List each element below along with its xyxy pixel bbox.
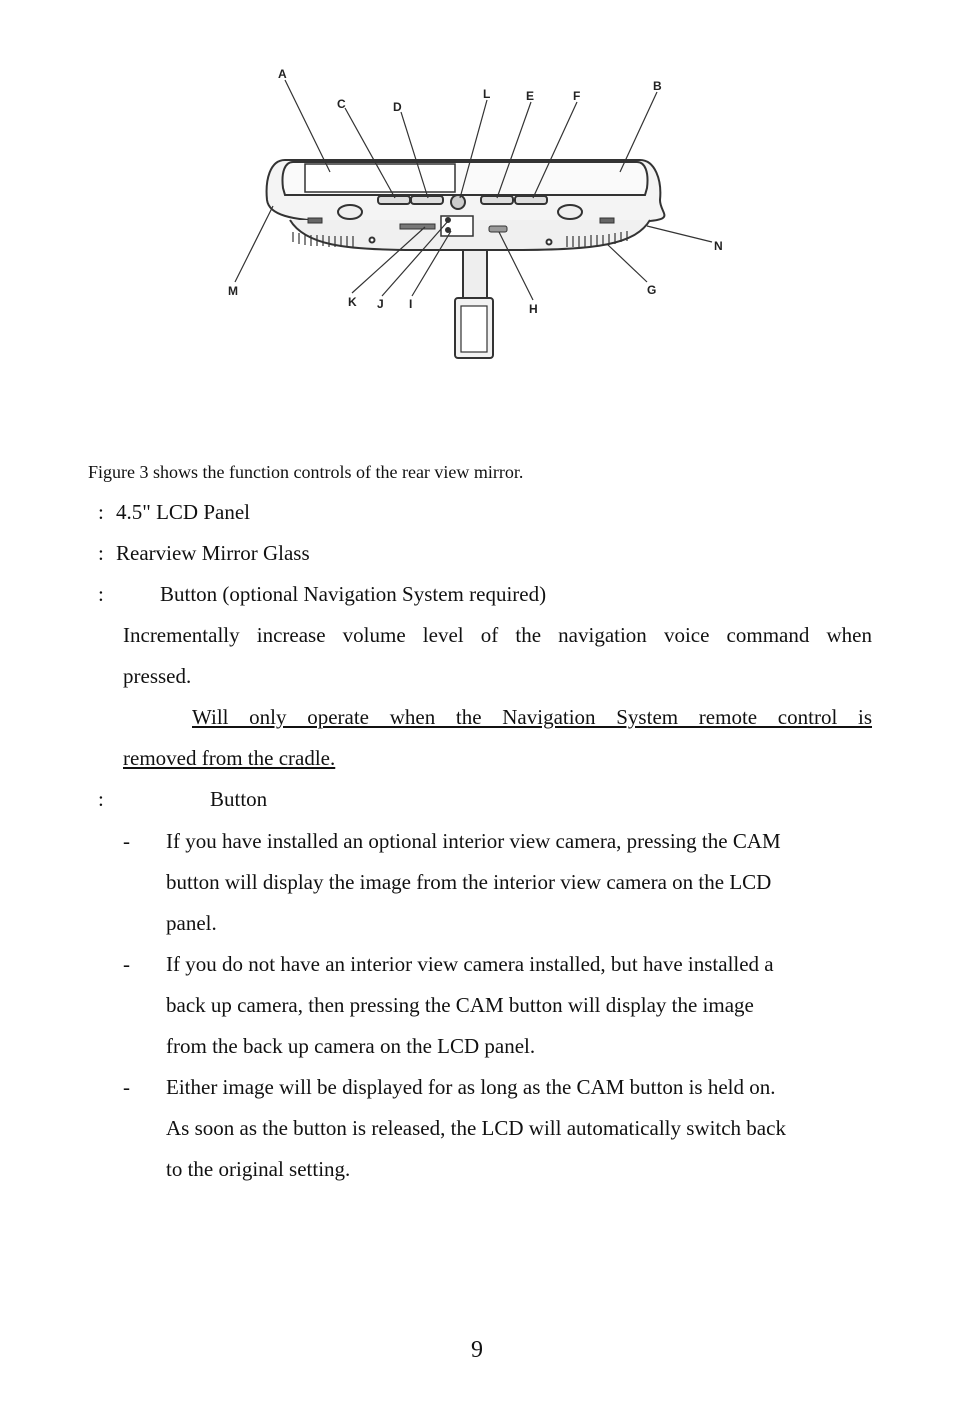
bullet-line: If you do not have an interior view camera installed, but have installed a bbox=[166, 952, 774, 976]
label-j: J bbox=[377, 297, 384, 311]
bullet-line: from the back up camera on the LCD panel. bbox=[166, 1034, 536, 1058]
label-b: B bbox=[653, 79, 662, 93]
item-marker: : bbox=[98, 582, 104, 606]
label-i: I bbox=[409, 297, 413, 311]
bullet-line: panel. bbox=[166, 911, 217, 935]
label-g: G bbox=[647, 283, 657, 297]
label-m: M bbox=[228, 284, 238, 298]
note-line: removed from the cradle. bbox=[123, 746, 336, 770]
item-marker: : bbox=[98, 500, 104, 524]
bullet-line: back up camera, then pressing the CAM button will display the image bbox=[166, 993, 754, 1017]
bullet-line: to the original setting. bbox=[166, 1157, 351, 1181]
note-line: Will only operate when the Navigation System remote control is bbox=[192, 705, 872, 729]
bullet-line: button will display the image from the interior view camera on the LCD bbox=[166, 870, 772, 894]
item-nav-volume-button: Button (optional Navigation System required) bbox=[160, 582, 547, 606]
bullet-dash: - bbox=[123, 952, 130, 976]
mirror-figure bbox=[215, 60, 755, 370]
label-a: A bbox=[278, 67, 287, 81]
bullet-line: If you have installed an optional interior view camera, pressing the CAM bbox=[166, 829, 781, 853]
item-lcd-panel: 4.5" LCD Panel bbox=[116, 500, 250, 524]
figure-caption: Figure 3 shows the function controls of the rear view mirror. bbox=[88, 462, 524, 482]
volume-description-line: Incrementally increase volume level of the navigation voice command when bbox=[123, 623, 872, 647]
label-c: C bbox=[337, 97, 346, 111]
label-n: N bbox=[714, 239, 723, 253]
item-marker: : bbox=[98, 787, 104, 811]
label-d: D bbox=[393, 100, 402, 114]
mirror-diagram bbox=[215, 60, 755, 370]
label-e: E bbox=[526, 89, 535, 103]
item-mirror-glass: Rearview Mirror Glass bbox=[116, 541, 310, 565]
item-cam-button: Button bbox=[210, 787, 268, 811]
bullet-dash: - bbox=[123, 829, 130, 853]
label-l: L bbox=[483, 87, 491, 101]
bullet-dash: - bbox=[123, 1075, 130, 1099]
label-h: H bbox=[529, 302, 538, 316]
label-k: K bbox=[348, 295, 357, 309]
volume-description-line: pressed. bbox=[123, 664, 192, 688]
bullet-line: Either image will be displayed for as long as the CAM button is held on. bbox=[166, 1075, 776, 1099]
label-f: F bbox=[573, 89, 581, 103]
bullet-line: As soon as the button is released, the LCD will automatically switch back bbox=[166, 1116, 786, 1140]
page-number: 9 bbox=[471, 1337, 483, 1363]
item-marker: : bbox=[98, 541, 104, 565]
